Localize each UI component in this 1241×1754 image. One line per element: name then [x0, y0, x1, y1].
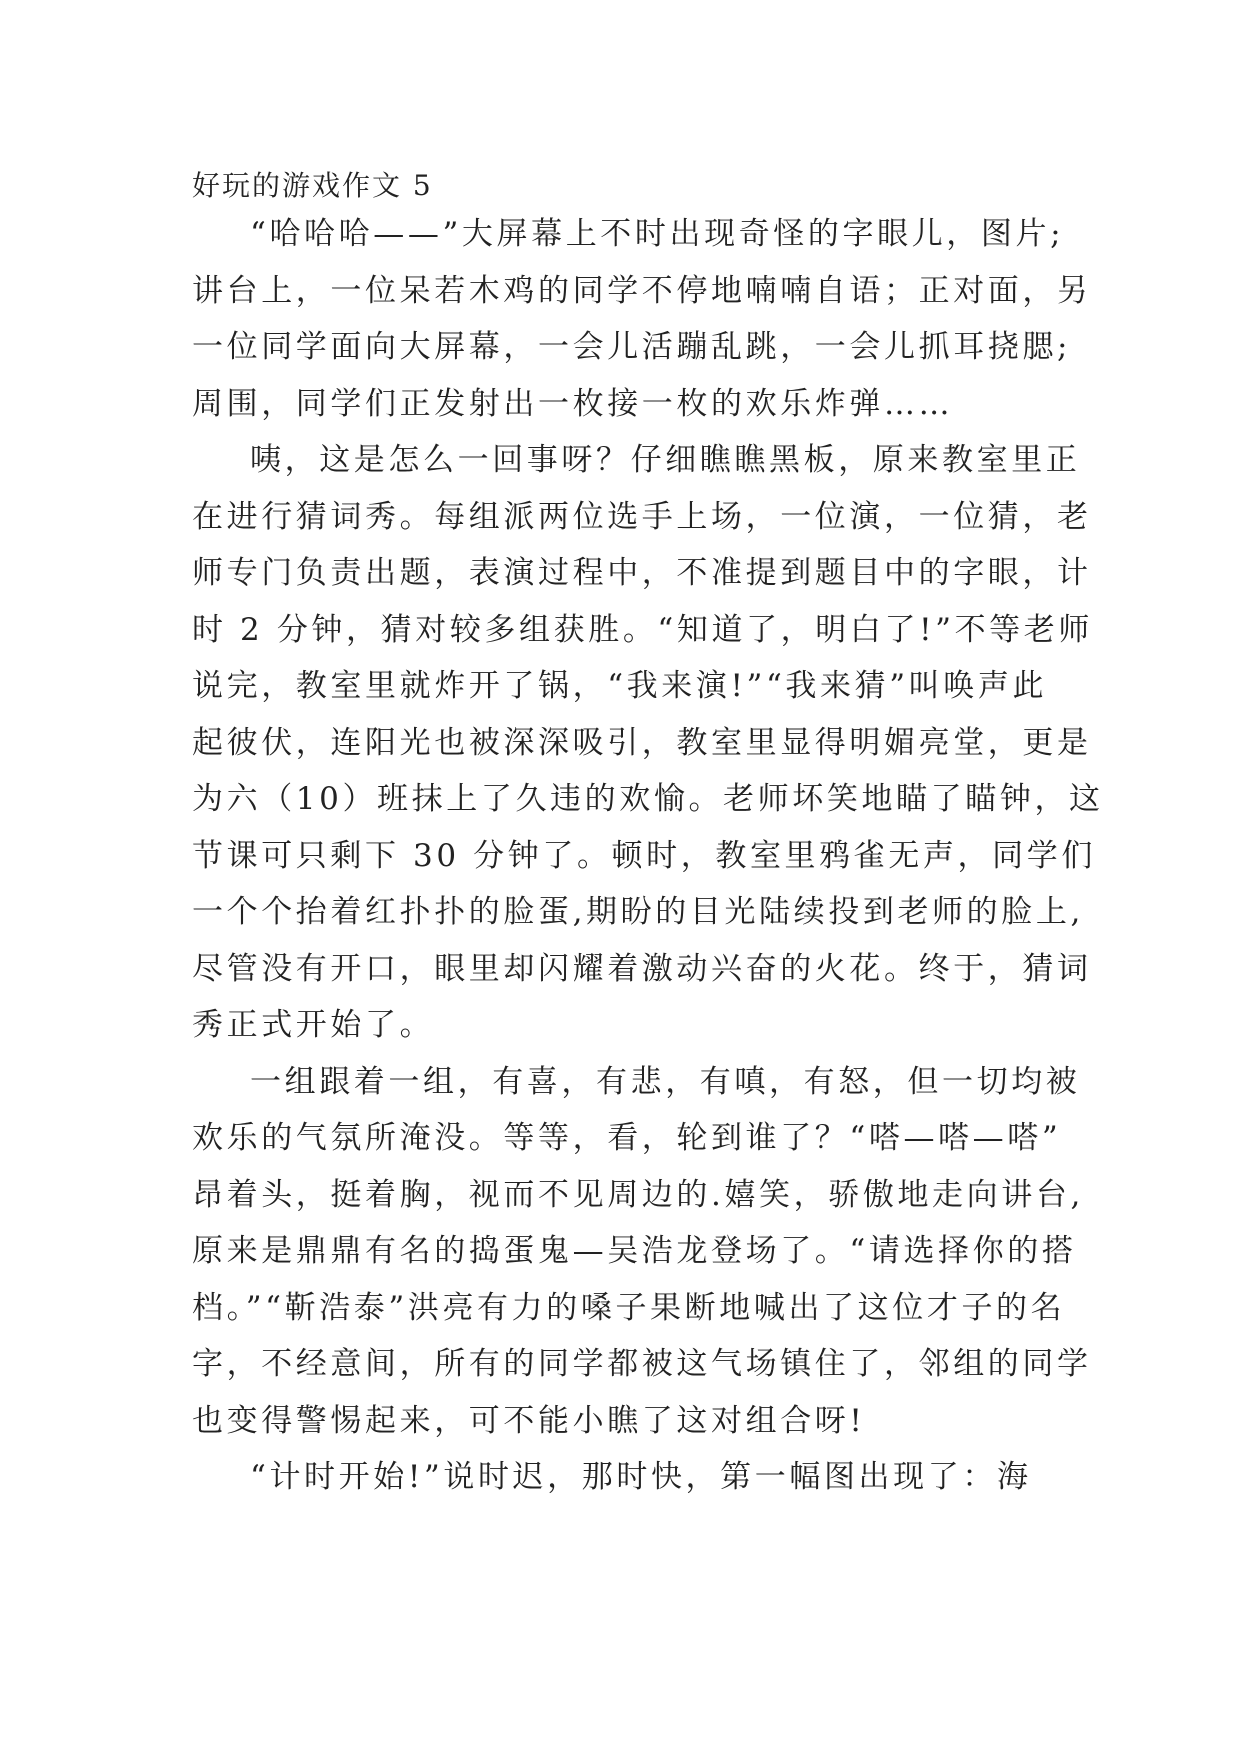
paragraph-line: 秀正式开始了。 — [192, 1007, 435, 1043]
paragraph-line: 师专门负责出题，表演过程中，不准提到题目中的字眼，计 — [192, 555, 1092, 591]
paragraph-line: 一组跟着一组，有喜，有悲，有嗔，有怒，但一切均被 — [250, 1063, 1081, 1100]
paragraph-line: 一个个抬着红扑扑的脸蛋,期盼的目光陆续投到老师的脸上, — [192, 894, 1084, 930]
paragraph-line: 起彼伏，连阳光也被深深吸引，教室里显得明媚亮堂，更是 — [192, 724, 1092, 761]
paragraph-line: 在进行猜词秀。每组派两位选手上场，一位演，一位猜，老 — [192, 498, 1092, 535]
paragraph-line: 说完，教室里就炸开了锅，“我来演!”“我来猜”叫唤声此 — [192, 668, 1048, 704]
document-title: 好玩的游戏作文 5 — [192, 169, 433, 202]
paragraph-line: 为六（10）班抹上了久违的欢愉。老师坏笑地瞄了瞄钟，这 — [192, 781, 1104, 817]
paragraph-line: 节课可只剩下 30 分钟了。顿时，教室里鸦雀无声，同学们 — [192, 837, 1096, 874]
paragraph-line: 原来是鼎鼎有名的捣蛋鬼—吴浩龙登场了。“请选择你的搭 — [192, 1233, 1077, 1269]
paragraph-3 — [192, 1054, 1092, 1450]
document-body — [192, 166, 1104, 1506]
paragraph-line: 也变得警惕起来，可不能小瞧了这对组合呀! — [192, 1402, 866, 1439]
paragraph-line: 尽管没有开口，眼里却闪耀着激动兴奋的火花。终于，猜词 — [192, 950, 1092, 987]
paragraph-line: 时 2 分钟，猜对较多组获胜。“知道了，明白了!”不等老师 — [192, 611, 1093, 648]
paragraph-line: 档。”“靳浩泰”洪亮有力的嗓子果断地喊出了这位才子的名 — [192, 1289, 1066, 1326]
paragraph-4 — [192, 1449, 1044, 1506]
paragraph-line: 昂着头，挺着胸，视而不见周边的.嬉笑，骄傲地走向讲台, — [192, 1176, 1084, 1213]
paragraph-line: 字，不经意间，所有的同学都被这气场镇住了，邻组的同学 — [192, 1346, 1092, 1382]
paragraph-line: “哈哈哈——”大屏幕上不时出现奇怪的字眼儿，图片; — [250, 216, 1065, 252]
paragraph-line: 咦，这是怎么一回事呀？仔细瞧瞧黑板，原来教室里正 — [250, 442, 1081, 478]
paragraph-2 — [192, 432, 1104, 1054]
paragraph-line: “计时开始!”说时迟，那时快，第一幅图出现了：海 — [250, 1459, 1032, 1495]
paragraph-line: 讲台上，一位呆若木鸡的同学不停地喃喃自语；正对面，另 — [192, 272, 1092, 309]
paragraph-1 — [192, 206, 1092, 432]
paragraph-line: 周围，同学们正发射出一枚接一枚的欢乐炸弹…… — [192, 385, 954, 422]
paragraph-line: 欢乐的气氛所淹没。等等，看，轮到谁了？“嗒—嗒—嗒” — [192, 1120, 1062, 1156]
paragraph-line: 一位同学面向大屏幕，一会儿活蹦乱跳，一会儿抓耳挠腮; — [192, 329, 1072, 365]
